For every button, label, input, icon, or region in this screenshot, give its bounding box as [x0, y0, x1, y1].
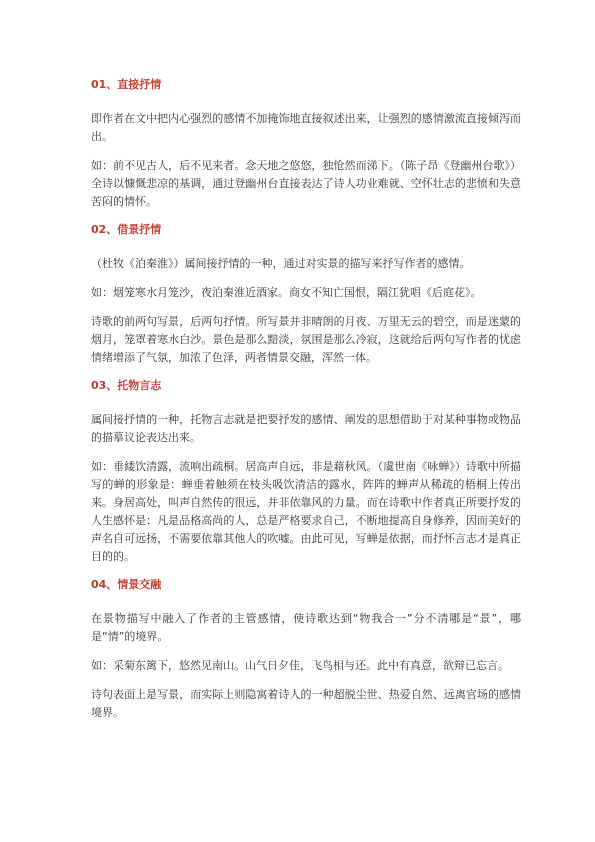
paragraph: 属间接抒情的一种，托物言志就是把要抒发的感情、阐发的思想借助于对某种事物或物品的描摹议论表达出来。 [91, 413, 521, 444]
paragraph: （杜牧《泊秦淮》）属间接抒情的一种，通过对实景的描写来抒写作者的感情。 [91, 257, 471, 270]
paragraph: 即作者在文中把内心强烈的感情不加掩饰地直接叙述出来，让强烈的感情激流直接倾泻而出。 [91, 112, 521, 143]
paragraph: 如：垂緌饮清露，流响出疏桐。居高声自远，非是藉秋风。（虞世南《咏蝉》）诗歌中所描写的蝉的形象是：蝉垂着触须在枝头吸饮清洁的露水，阵阵的蝉声从稀疏的梧桐上传出来。身居高处，叫声自然传的很远，并非依靠风的力量。而在诗歌中作者真正所要抒发的人生感怀是：凡是品格高尚的人，总是严格要求自己，不断地提高自身修养，因而美好的声名自可远扬，不需要依靠其他人的吹嘘。由此可见，写蝉是依据，而抒怀言志才是真正目的的。 [91, 460, 521, 563]
section-direct-lyricism [91, 77, 521, 211]
section-heading: 03、托物言志 [91, 379, 162, 392]
section-heading: 01、直接抒情 [91, 78, 162, 91]
section-scene-emotion-fusion [91, 577, 521, 722]
paragraph: 诗歌的前两句写景，后两句抒情。所写景并非晴朗的月夜、万里无云的碧空，而是迷蒙的烟月，笼罩着寒水白沙。景色是那么黯淡，氛围是那么冷寂，这就给后两句写作者的忧虑情绪增添了气氛，加浓了色泽，两者情景交融，浑然一体。 [91, 315, 521, 364]
document-body [91, 77, 521, 733]
section-heading: 02、借景抒情 [91, 223, 162, 236]
paragraph: 在景物描写中融入了作者的主管感情，使诗歌达到“物我合一”分不清哪是“景”，哪是“情”的境界。 [91, 612, 521, 643]
paragraph: 诗句表面上是写景，而实际上则隐寓着诗人的一种超脱尘世、热爱自然、远离官场的感情境界。 [91, 688, 521, 719]
section-heading: 04、情景交融 [91, 578, 162, 591]
section-object-aspiration [91, 378, 521, 566]
paragraph: 如：前不见古人，后不见来者。念天地之悠悠，独怆然而涕下。（陈子昂《登幽州台歌》）全诗以慷慨悲凉的基调，通过登幽州台直接表达了诗人功业难就、空怀壮志的悲愤和失意苦闷的情怀。 [91, 159, 521, 208]
paragraph: 如：烟笼寒水月笼沙，夜泊秦淮近酒家。商女不知亡国恨，隔江犹唱《后庭花》。 [91, 286, 482, 299]
section-scene-lyricism [91, 222, 521, 367]
paragraph: 如：采菊东篱下，悠然见南山。山气日夕佳，飞鸟相与还。此中有真意，欲辩已忘言。 [91, 659, 509, 672]
